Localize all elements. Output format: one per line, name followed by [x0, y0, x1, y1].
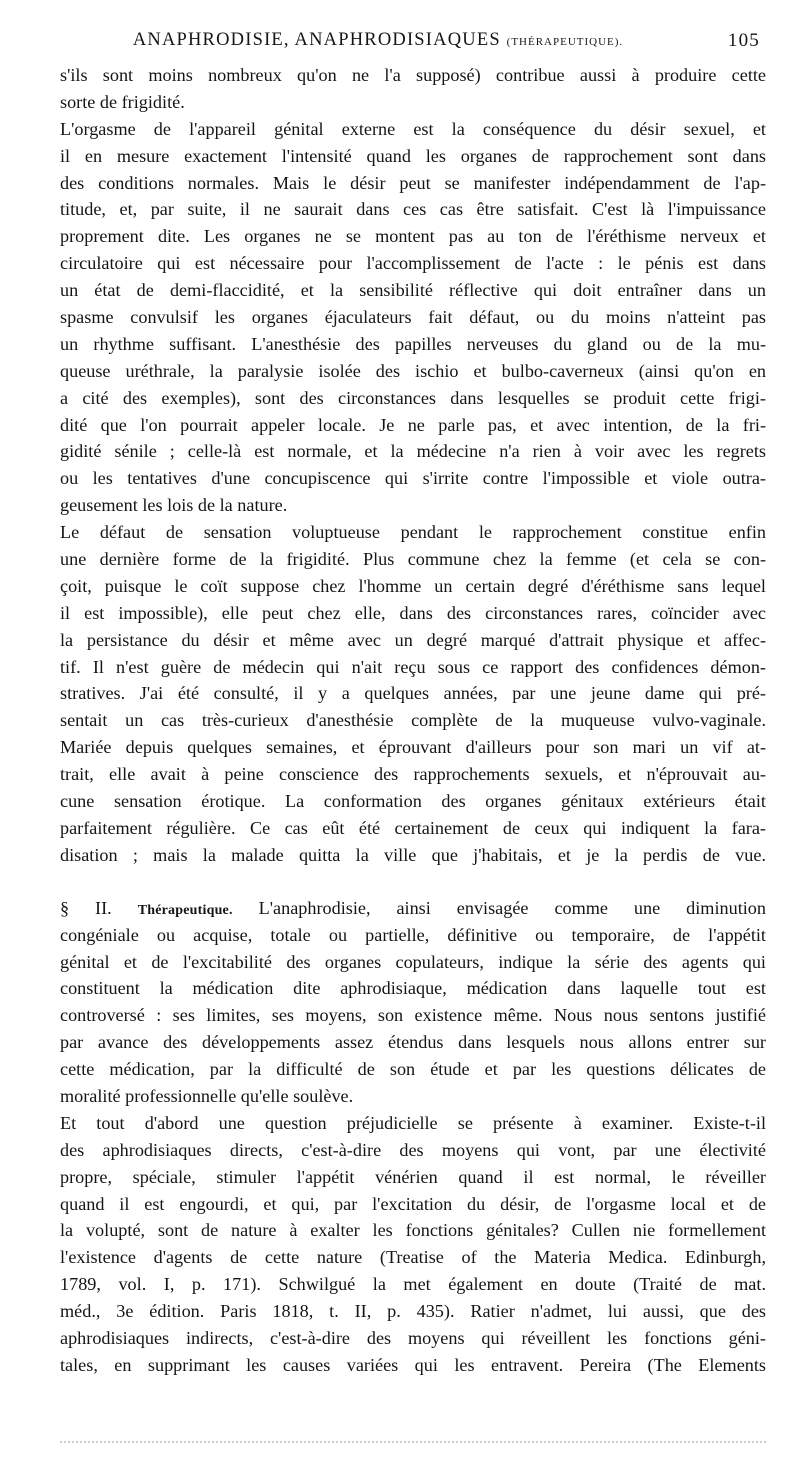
text-line: dité que l'on pourrait appeler locale. Je ne parle pas, et avec intention, de la fri- [60, 414, 766, 435]
text-line: L'orgasme de l'appareil génital externe est la conséquence du désir sexuel, et [60, 118, 766, 139]
text-line: geusement les lois de la nature. [60, 495, 288, 516]
text-line: constituent la médication dite aphrodisiaque, médication dans laquelle tout est [60, 978, 766, 999]
text-line: cune sensation érotique. La conformation des organes génitaux extérieurs était [60, 791, 766, 812]
text-line: propre, spéciale, stimuler l'appétit vénérien quand il est normal, le réveiller [60, 1166, 766, 1187]
section-marker: § II. [60, 897, 112, 918]
text-line: par avance des développements assez étendus dans lesquels nous allons entrer sur [60, 1032, 766, 1053]
header-title [133, 30, 693, 51]
text-line: s'ils sont moins nombreux qu'on ne l'a supposé) contribue aussi à produire cette [60, 65, 766, 85]
text-line: la volupté, sont de nature à exalter les fonctions génitales? Cullen nie formellement [60, 1220, 766, 1241]
text-line: des aphrodisiaques directs, c'est-à-dire des moyens qui vont, par une électivité [60, 1139, 766, 1160]
text-line: aphrodisiaques indirects, c'est-à-dire des moyens qui réveillent les fonctions géni- [60, 1327, 766, 1348]
text-line: tif. Il n'est guère de médecin qui n'ait reçu sous ce rapport des confidences démon- [60, 656, 766, 677]
text-line: Mariée depuis quelques semaines, et éprouvant d'ailleurs pour son mari un vif at- [60, 737, 766, 758]
section-gap [60, 869, 766, 895]
text-line: parfaitement régulière. Ce cas eût été certainement de ceux qui indiquent la fara- [60, 817, 766, 838]
text-line: sentait un cas très-curieux d'anesthésie complète de la muqueuse vulvo-vaginale. [60, 710, 766, 731]
text-line: l'existence d'agents de cette nature (Treatise of the Materia Medica. Edinburgh, [60, 1247, 766, 1268]
text-line: titude, et, par suite, il ne saurait dans ces cas être satisfait. C'est là l'impuissance [60, 199, 766, 220]
text-line: Et tout d'abord une question préjudicielle se présente à examiner. Existe-t-il [60, 1112, 766, 1133]
text-line: circulatoire qui est nécessaire pour l'accomplissement de l'acte : le pénis est dans [60, 253, 766, 274]
book-page [60, 30, 766, 1379]
text-line: moralité professionnelle qu'elle soulève. [60, 1085, 354, 1106]
text-line: sorte de frigidité. [60, 91, 185, 112]
bottom-smudge-rule [60, 1441, 766, 1447]
text-line: génital et de l'excitabilité des organes copulateurs, indique la série des agents qui [60, 951, 766, 972]
text-line: méd., 3e édition. Paris 1818, t. II, p. 435). Ratier n'admet, lui aussi, que des [60, 1301, 766, 1322]
section-heading-line [60, 895, 766, 922]
text-line: controversé : ses limites, ses moyens, son existence même. Nous nous sentons justifié [60, 1005, 766, 1026]
text-line: ou les tentatives d'une concupiscence qui s'irrite contre l'impossible et viole outra- [60, 468, 766, 489]
text-line: a cité des exemples), sont des circonstances dans lesquelles se produit cette frigi- [60, 387, 766, 408]
text-line: Le défaut de sensation voluptueuse pendant le rapprochement constitue enfin [60, 522, 766, 543]
text-line: une dernière forme de la frigidité. Plus commune chez la femme (et cela se con- [60, 549, 766, 570]
text-line: disation ; mais la malade quitta la ville que j'habitais, et je la perdis de vue. [60, 844, 766, 865]
text-line: un rhythme suffisant. L'anesthésie des papilles nerveuses du gland ou de la mu- [60, 333, 766, 354]
text-line: gidité sénile ; celle-là est normale, et la médecine n'a rien à voir avec les regrets [60, 441, 766, 462]
text-line: cette médication, par la difficulté de son étude et par les questions délicates de [60, 1059, 766, 1080]
header-title-text: ANAPHRODISIE, ANAPHRODISIAQUES [132, 30, 501, 50]
text-line: tales, en supprimant les causes variées qui les entravent. Pereira (The Elements [60, 1354, 766, 1375]
text-line: la persistance du désir et même avec un degré marqué d'attrait physique et affec- [60, 629, 766, 650]
section-first-line-text: L'anaphrodisie, ainsi envisagée comme une diminution [258, 897, 766, 918]
page-number: 105 [727, 30, 760, 51]
text-line: spasme convulsif les organes éjaculateurs fait défaut, ou du moins n'atteint pas [60, 307, 766, 328]
running-header [60, 30, 766, 62]
body-text-part-1 [60, 62, 766, 869]
body-text-part-2 [60, 922, 766, 1379]
text-line: çoit, puisque le coït suppose chez l'homme un certain degré d'éréthisme sans lequel [60, 575, 766, 596]
text-line: 1789, vol. I, p. 171). Schwilgué la met également en doute (Traité de mat. [60, 1274, 766, 1295]
text-line: stratives. J'ai été consulté, il y a quelques années, par une jeune dame qui pré- [60, 683, 766, 704]
text-line: trait, elle avait à peine conscience des rapprochements sexuels, et n'éprouvait au- [60, 764, 766, 785]
text-line: congéniale ou acquise, totale ou partielle, définitive ou temporaire, de l'appétit [60, 924, 766, 945]
section-heading: Thérapeutique. [137, 902, 233, 918]
text-line: quand il est engourdi, et qui, par l'excitation du désir, de l'orgasme local et de [60, 1193, 766, 1214]
text-line: il en mesure exactement l'intensité quand les organes de rapprochement sont dans [60, 145, 766, 166]
text-line: il est impossible), elle peut chez elle, dans des circonstances rares, coïncider avec [60, 602, 766, 623]
text-line: des conditions normales. Mais le désir peut se manifester indépendamment de l'ap- [60, 172, 766, 193]
text-line: proprement dite. Les organes ne se montent pas au ton de l'éréthisme nerveux et [60, 226, 766, 247]
text-line: queuse uréthrale, la paralysie isolée des ischio et bulbo-caverneux (ainsi qu'on en [60, 360, 766, 381]
header-section-tag: (THÉRAPEUTIQUE). [506, 36, 624, 48]
text-line: un état de demi-flaccidité, et la sensibilité réflective qui doit entraîner dans un [60, 280, 766, 301]
